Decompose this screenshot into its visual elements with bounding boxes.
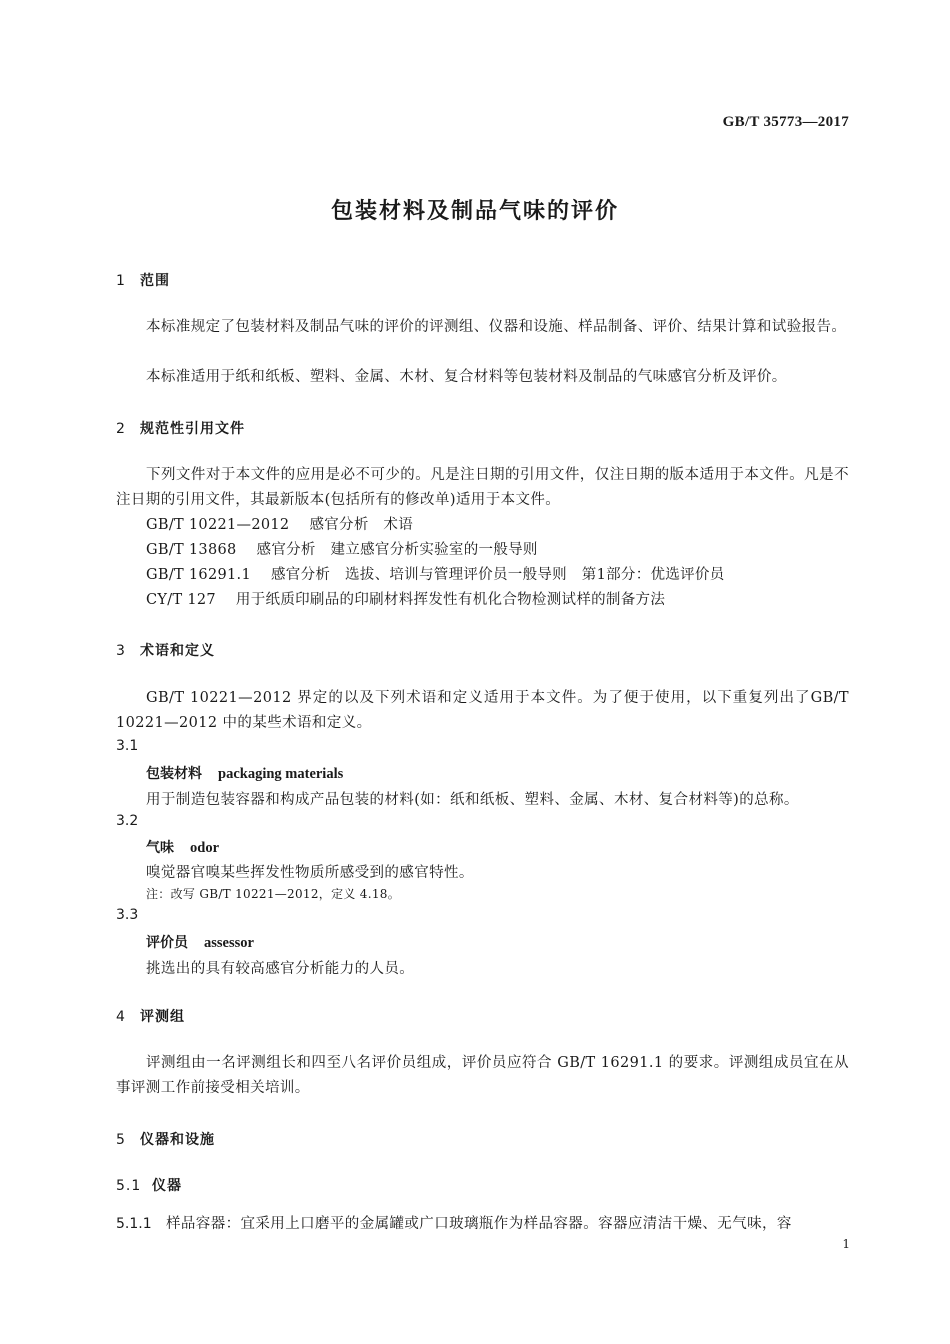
subsection-title: 仪器 — [152, 1178, 182, 1194]
term-definition: 用于制造包装容器和构成产品包装的材料(如：纸和纸板、塑料、金属、木材、复合材料等)的总称。 — [146, 792, 799, 808]
reference-code: CY/T 127 — [146, 592, 216, 608]
reference-title: 感官分析 建立感官分析实验室的一般导则 — [256, 542, 538, 558]
section-2-heading — [116, 418, 245, 438]
section-title: 规范性引用文件 — [140, 421, 245, 437]
standard-code: GB/T 35773—2017 — [722, 114, 849, 130]
clause-5-1-1 — [116, 1212, 792, 1233]
term-note: 注：改写 GB/T 10221—2012，定义 4.18。 — [146, 887, 401, 901]
reference-title: 用于纸质印刷品的印刷材料挥发性有机化合物检测试样的制备方法 — [235, 592, 666, 608]
section-number: 2 — [116, 421, 126, 437]
term-definition: 挑选出的具有较高感官分析能力的人员。 — [146, 961, 415, 977]
section-number: 3 — [116, 643, 126, 659]
section-title: 评测组 — [140, 1009, 185, 1025]
clause-text: 样品容器：宜采用上口磨平的金属罐或广口玻璃瓶作为样品容器。容器应清洁干燥、无气味，容 — [166, 1216, 792, 1232]
clause-number: 3.1 — [116, 738, 139, 754]
section-2-paragraph-1: 下列文件对于本文件的应用是必不可少的。凡是注日期的引用文件，仅注日期的版本适用于本文件。凡是不注日期的引用文件，其最新版本(包括所有的修改单)适用于本文件。 — [116, 467, 849, 508]
term-english: packaging materials — [218, 766, 344, 782]
section-title: 范围 — [140, 273, 170, 289]
subsection-5-1-heading — [116, 1175, 182, 1195]
term-definition: 嗅觉器官嗅某些挥发性物质所感受到的感官特性。 — [146, 865, 474, 881]
section-title: 术语和定义 — [140, 643, 215, 659]
reference-title: 感官分析 术语 — [309, 517, 414, 533]
section-1-heading — [116, 270, 170, 290]
page-number: 1 — [842, 1237, 850, 1251]
clause-number: 3.2 — [116, 813, 139, 829]
document-title: 包装材料及制品气味的评价 — [330, 199, 619, 224]
section-number: 1 — [116, 273, 126, 289]
reference-code: GB/T 16291.1 — [146, 567, 251, 583]
section-number: 5 — [116, 1132, 126, 1148]
term-entry — [146, 932, 254, 952]
section-5-heading — [116, 1129, 215, 1149]
reference-item — [146, 538, 538, 559]
reference-title: 感官分析 选拔、培训与管理评价员一般导则 第1部分：优选评价员 — [270, 567, 725, 583]
term-entry — [146, 763, 343, 783]
term-english: odor — [190, 840, 219, 856]
reference-code: GB/T 13868 — [146, 542, 237, 558]
section-3-heading — [116, 640, 215, 660]
term-entry — [146, 837, 219, 857]
reference-item — [146, 588, 665, 609]
reference-item — [146, 563, 725, 584]
section-1-paragraph-2: 本标准适用于纸和纸板、塑料、金属、木材、复合材料等包装材料及制品的气味感官分析及评价。 — [146, 369, 787, 385]
reference-item — [146, 513, 413, 534]
section-4-paragraph-1: 评测组由一名评测组长和四至八名评价员组成，评价员应符合 GB/T 16291.1 的要求。评测组成员宜在从事评测工作前接受相关培训。 — [116, 1055, 849, 1096]
term-english: assessor — [204, 935, 254, 951]
section-3-paragraph-1: GB/T 10221—2012 界定的以及下列术语和定义适用于本文件。为了便于使用，以下重复列出了GB/T 10221—2012 中的某些术语和定义。 — [116, 690, 849, 731]
term-chinese: 评价员 — [146, 935, 188, 951]
term-chinese: 气味 — [146, 840, 174, 856]
clause-number: 5.1.1 — [116, 1216, 152, 1232]
section-1-paragraph-1: 本标准规定了包装材料及制品气味的评价的评测组、仪器和设施、样品制备、评价、结果计算和试验报告。 — [146, 319, 847, 335]
reference-code: GB/T 10221—2012 — [146, 517, 290, 533]
section-4-heading — [116, 1006, 185, 1026]
subsection-number: 5.1 — [116, 1178, 142, 1194]
section-title: 仪器和设施 — [140, 1132, 215, 1148]
clause-number: 3.3 — [116, 907, 139, 923]
section-number: 4 — [116, 1009, 126, 1025]
term-chinese: 包装材料 — [146, 766, 202, 782]
